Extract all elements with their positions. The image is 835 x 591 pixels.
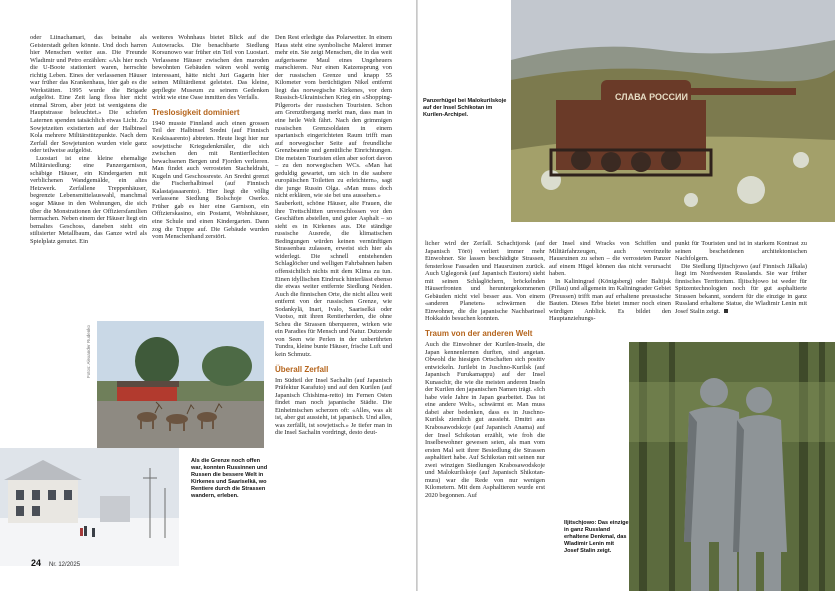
statue-photo [629,342,835,591]
paragraph: weiteres Wohnhaus bietet Blick auf die Autowracks. Die benachbarte Siedlung Korsunowo war früher ein Teil von Luostari. Verlassene Häuser zwischen den maroden bewohnten Gebäuden wären wohl wenig interessant, hätte nicht Juri Gagarin hier seinen Militärdienst geleistet. Das kleine, gepflegte Museum zu seinem Gedenken wirkt wie eine Oase inmitten des Verfalls. [152,34,269,102]
paragraph: Luostari ist eine kleine ehemalige Militärsiedlung: eine Panzergarnison, schäbige Häuser, ein Kindergarten mit verblichenen Wandgemälde, ein altes Heizwerk. Zerfallene Treppenhäuser, begrenzte Lebensmittelauswahl, manchmal sogar Mäuse in den Wohnungen, die sich über die Monstrationen der Offiziersfamilien hermachen. Neben einem der Häuser liegt ein bemaltes Geschoss, daneben steht ein stilisierter Metallbaum, das Ganze wird als Spielplatz genutzt. Ein [30,154,147,245]
page-number: 24 [31,558,42,568]
paragraph [675,263,807,316]
paragraph: oder Liinachamari, das beinahe als Geisterstadt gelten könnte. Und doch harren hier Menschen weiter aus. Die Freunde Wladimir und Petro erzählen: «Als hier noch die U-Boote stationiert waren, herrschte richtig Leben. Eines der verlassenen Häuser war früher das Krankenhaus, hier gab es die Werkstätten. 1995 wurde die Brigade aufgelöst. Eine Zeit lang floss hier nicht einmal Strom, aber jetzt ist wenigstens die Hauptstrasse beleuchtet.» Die schiefen Laternen spenden tatsächlich etwas Licht. Zu Sowjetzeiten existierten auf der Halbinsel Kola mehrere Militärstützpunkte. Nach dem Zerfall der Sowjetunion wurden viele ganz oder teilweise aufgelöst. [30,34,147,155]
section-heading: Überall Zerfall [275,364,329,374]
paragraph: punkt für Touristen und ist in starkem Kontrast zu seinen bescheidenen architektonischen Nachfolgern. [675,240,807,263]
section-heading: Treslosigkeit dominiert [152,107,240,117]
paragraph: Den Rest erledigte das Polarwetter. In einem Haus steht eine symbolische Malerei immer mehr ein. Sie zeigt Menschen, die in das weit aufgerissene Maul eines Ungeheuers marschieren. Nur einen Katzensprung von der russischen Grenze und knapp 55 Kilometer vom berüchtigten Nikel entfernt liegt das norwegische Kirkenes, vor dem Russisch-Ukrainischen Krieg ein «Shopping-Pilgerort» der russischen Touristen. Schon am Grenzübergang merkt man, dass man in eine heile Welt fährt. Nach den grimmigen russischen Grenzsoldaten in einem spartanisch eingerichteten Raum trifft man auf norwegischer Seite auf freundliche Grenzbeamte und gemütliche Einrichtungen. Die meisten Touristen eilen aber sofort davon – zu den norwegischen WCs. «Man hat geduldig gewartet, um sich in die saubere europäischen Toiletten zu erleichtern», sagt die junge Russin Olga. «Man muss doch nicht erklären, wie sie bei uns aussehen.» [275,34,392,200]
paragraph-text: Die Siedlung Iljitschjowo (auf Finnisch Jälkala) liegt im Nordwesten Russlands. Sie war früher finnisches Territorium. Iljitschjowo ist weder für Spitzentechnologien noch für gut asphaltierte Strassen bekannt, sondern für die einzige in ganz Russland erhaltene Statue, die Wladimir Lenin mit Josef Stalin zeigt. [675,262,807,315]
village-photo [0,448,179,566]
statue-caption: Iljitschjowo: Das einzige in ganz Russland erhaltene Denkmal, das Wladimir Lenin mit Josef Stalin zeigt. [564,520,629,554]
left-col-1 [30,34,147,245]
right-col-2 [549,240,671,323]
paragraph: Sauberkeit, schöne Häuser, alte Frauen, die ihre Trettschlitten unverschlossen vor den Geschäften abstellen, und guter Asphalt – so sieht es in Kirkenes aus. Die ständige russische Ausrede, die klimatischen Bedingungen würden keinen vernünftigen Strassenbau zulassen, erweist sich hier als widerlegt. Die schnell entstehenden Schlaglöcher und welligen Fahrbahnen haben offensichtlich nichts mit dem Klima zu tun. Einen idyllischen Eindruck hinterlässt ebenso die etwas weiter entfernte Siedlung Neiden. Auch die finnischen Orte, die nicht allzu weit entfernt von der russischen Grenze, wie Sodankylä, Inari, Ivalo, Saariselkä oder Vuotso, mit ihren Rentierherden, die ohne Scheu die Strassen überqueren, wirken wie ein Paradies für Mensch und Natur. Dutzende von Seen wie Perlen in der unberührten Tundra, kleine bunte Häuser, frische Luft und kein Schmutz. [275,200,392,358]
reindeer-caption: Als die Grenze noch offen war, konnten Russinnen und Russen die bessere Welt in Kirkenes und Saariselkä, wo Rentiere durch die Strassen wandern, erleben. [191,458,268,499]
right-col-1 [425,240,545,500]
tank-caption: Panzerhügel bei Malokurilskoje auf der Insel Schikotan im Kurilen-Archipel. [423,98,507,118]
left-page [0,0,417,591]
reindeer-photo [97,321,264,448]
end-mark-icon [724,309,728,313]
paragraph: Auch die Einwohner der Kurilen-Inseln, die Japan kennenlernen durften, sind angetan. Obwohl die hiesigen Ortschaften sich positiv entwickeln. Jurilebt in Juschno-Kurilsk (auf Japanisch Furukamappu) auf der Insel Kunaschir, die wie die meisten anderen Inseln der Kurilen den japanischen Namen trägt. «Ich habe viele Jahre in Japan gearbeitet. Das ist eine andere Welt», schwärmt er. Man muss dabei aber bedenken, dass es in Juschno-Kurilsk ziemlich gut aussieht. Dmitri aus Krabosawodskoje (auf Japanisch Anama) auf der Insel Schikotan erzählt, wie froh die Inselbewohner gewesen seien, als man vom ersten Mal seit ihrer Besiedlung die Strassen asphaltiert habe. Auf Schikotan mit seinen nur zwei winzigen Siedlungen Krabosawodskoje und Malokurilskoje (auf Japanisch Shikotan-mura) war die Rede von nur wenigen Kilometern. Mit dem Asphaltieren wurde erst 2020 begonnen. Auf [425,341,545,499]
tank-photo [511,0,835,222]
paragraph: der Insel sind Wracks von Schiffen und Militärfahrzeugen, auch vereinzelte Hausruinen zu sehen – die verrosteten Panzer auf einem Hügel können das nicht verursacht haben. [549,240,671,278]
section-heading: Traum von der anderen Welt [425,329,533,339]
right-col-3 [675,240,807,315]
photo-credit: Fotos: Alexander Rudenko [86,324,91,378]
paragraph: licher wird der Zerfall. Schachtjorsk (auf Japanisch Tōrō) verliert immer mehr Einwohner. Sie lassen beschädigte Strassen, fensterlose Fassaden und Hausruinen zurück. Auch Uglegorsk (auf Japanisch Esutoru) sieht mit seinen Schlaglöchern, bröckelnden Häuserfronten und heruntergekommenen Gebäuden nicht viel besser aus. Von einem «anderen Planeten» schwärmen die Einwohner, die die japanische Nachbarinsel Hokkaido besuchen konnten. [425,240,545,323]
left-col-3 [275,34,392,437]
paragraph: In Kaliningrad (Königsberg) oder Baltijsk (Pillau) und allgemein im Kaliningrader Gebiet (Preussen) trifft man auf erhaltene preussische Bauten. Dieses Erbe bietet immer noch einen würdigen Anblick. Es bildet den Hauptanziehungs- [549,277,671,323]
paragraph: Im Südteil der Insel Sachalin (auf Japanisch Präfektur Karafuto) und auf den Kurilen (auf Japanisch Chishima-retto) im Fernen Osten findet man noch japanische Städte. Die Einheimischen scherzen oft: «Alles, was alt ist, aber gut aussieht, ist japanisch. Und alles, was zerfällt, ist sowjetisch.» Je tiefer man in die Insel Sachalin vordringt, desto deut- [275,376,392,437]
tank-inscription: СЛАВА РОССИИ [615,92,688,102]
left-col-2 [152,34,269,241]
page-folio [31,558,80,568]
issue-number: Nr. 12/2025 [49,562,81,568]
paragraph: 1940 musste Finnland auch einen grossen Teil der Halbinsel Sredni (auf Finnisch Keskisaarento) abtreten. Heute liegt hier nur sowjetische Kriegsdenkmäler, die sich zwischen den mit Rentierflechten bewachsenen Bergen und Fjorden verlieren. Man findet auch verrosteten Stacheldraht, Kugeln und Geschossreste. An Sredni grenzt die Fischerhalbinsel (auf Finnisch Kalastajasaarento). Hier liegt die völlig verlassene Siedlung Bolschoje Oserko. Früher gab es hier eine Garnison, ein Offizierskasino, ein Postamt, Wohnhäuser, eine Schule und einen Kindergarten. Dann zog die Truppe auf. Die Gebäude wurden vom Menschenhand zerstört. [152,119,269,241]
right-page [418,0,835,591]
